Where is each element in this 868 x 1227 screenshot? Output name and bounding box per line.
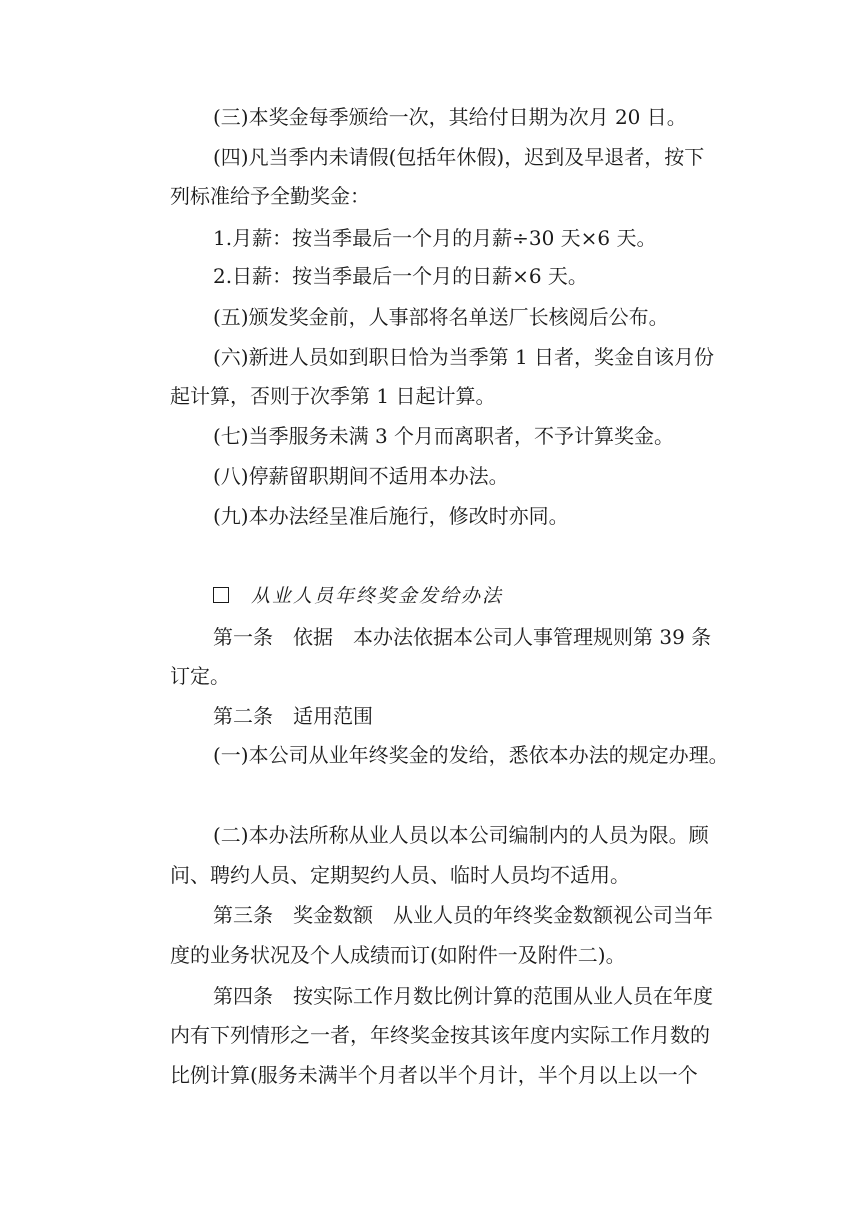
paragraph-line: (七)当季服务未满 3 个月而离职者，不予计算奖金。 <box>213 424 675 448</box>
paragraph-line: 第三条 奖金数额 从业人员的年终奖金数额视公司当年 <box>213 903 713 927</box>
paragraph-line: (八)停薪留职期间不适用本办法。 <box>213 464 509 488</box>
paragraph-line: 问、聘约人员、定期契约人员、临时人员均不适用。 <box>170 863 630 887</box>
paragraph-line: (九)本办法经呈准后施行，修改时亦同。 <box>213 504 569 528</box>
paragraph-line: (四)凡当季内未请假(包括年休假)，迟到及早退者，按下 <box>213 145 705 169</box>
paragraph-line: (二)本办法所称从业人员以本公司编制内的人员为限。顾 <box>213 823 709 847</box>
section-heading <box>213 581 503 608</box>
paragraph-line: 比例计算(服务未满半个月者以半个月计，半个月以上以一个 <box>170 1063 698 1087</box>
paragraph-line: (三)本奖金每季颁给一次，其给付日期为次月 20 日。 <box>213 105 687 129</box>
paragraph-line: 第一条 依据 本办法依据本公司人事管理规则第 39 条 <box>213 625 712 649</box>
paragraph-line: 列标准给予全勤奖金： <box>170 184 370 208</box>
paragraph-line: 1.月薪：按当季最后一个月的月薪÷30 天×6 天。 <box>213 226 657 250</box>
paragraph-line: 度的业务状况及个人成绩而订(如附件一及附件二)。 <box>170 943 626 967</box>
paragraph-line: 起计算，否则于次季第 1 日起计算。 <box>170 384 496 408</box>
paragraph-line: 订定。 <box>170 664 230 688</box>
paragraph-line: 内有下列情形之一者，年终奖金按其该年度内实际工作月数的 <box>170 1023 710 1047</box>
section-heading-text: 从业人员年终奖金发给办法 <box>251 585 504 607</box>
paragraph-line: 第二条 适用范围 <box>213 704 373 728</box>
paragraph-line: (五)颁发奖金前，人事部将名单送厂长核阅后公布。 <box>213 305 669 329</box>
paragraph-line: 2.日薪：按当季最后一个月的日薪×6 天。 <box>213 264 588 288</box>
paragraph-line: (一)本公司从业年终奖金的发给，悉依本办法的规定办理。 <box>213 743 729 767</box>
paragraph-line: (六)新进人员如到职日恰为当季第 1 日者，奖金自该月份 <box>213 345 715 369</box>
checkbox-icon <box>213 587 229 603</box>
paragraph-line: 第四条 按实际工作月数比例计算的范围从业人员在年度 <box>213 984 713 1008</box>
